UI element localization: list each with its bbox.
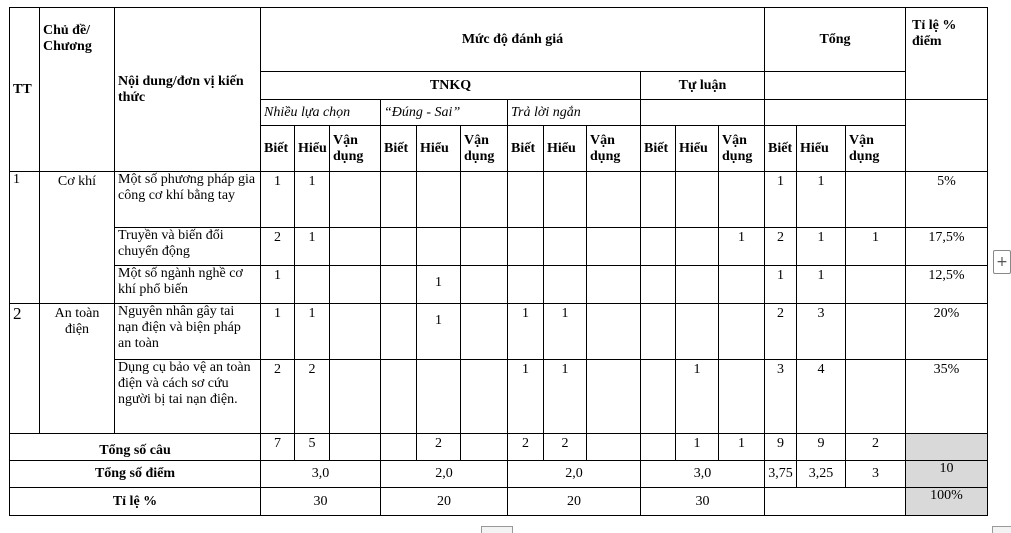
cell: 1	[417, 266, 461, 304]
cell	[719, 360, 765, 434]
col-ds-vandung: Vận dụng	[461, 126, 508, 172]
col-ds-hieu: Hiểu	[417, 126, 461, 172]
cell	[587, 266, 641, 304]
points-tln: 2,0	[508, 461, 641, 488]
cell: 9	[765, 434, 797, 461]
col-tl-vandung: Vận dụng	[719, 126, 765, 172]
cell	[641, 434, 676, 461]
ratio-total-blank	[765, 488, 906, 516]
cell	[544, 266, 587, 304]
cell	[676, 228, 719, 266]
points-biet: 3,75	[765, 461, 797, 488]
table-row	[10, 172, 988, 228]
cell: 1	[676, 360, 719, 434]
header-true-false: “Đúng - Sai”	[381, 100, 508, 126]
cell: 1	[797, 266, 846, 304]
cell	[381, 360, 417, 434]
cell	[381, 304, 417, 360]
ratio-tl: 30	[641, 488, 765, 516]
cell: 2	[544, 434, 587, 461]
col-total-biet: Biết	[765, 126, 797, 172]
cell: 1	[261, 304, 295, 360]
assessment-matrix-table	[9, 7, 988, 516]
cell: 3	[797, 304, 846, 360]
col-tl-biet: Biết	[641, 126, 676, 172]
row-content: Một số phương pháp gia công cơ khí bằng tay	[115, 172, 261, 228]
summary-label: Tỉ lệ %	[10, 488, 261, 516]
cell: 1	[719, 228, 765, 266]
col-total-vandung: Vận dụng	[846, 126, 906, 172]
cell: 1	[797, 228, 846, 266]
summary-row-ratio	[10, 488, 988, 516]
cell	[641, 266, 676, 304]
cell: 1	[544, 304, 587, 360]
header-tuluan: Tự luận	[641, 72, 765, 100]
cell	[587, 228, 641, 266]
col-total-hieu: Hiểu	[797, 126, 846, 172]
row-content: Truyền và biến đổi chuyển động	[115, 228, 261, 266]
cell	[719, 266, 765, 304]
table-row	[10, 360, 988, 434]
points-tl: 3,0	[641, 461, 765, 488]
cell	[381, 172, 417, 228]
cell	[719, 172, 765, 228]
cell	[676, 304, 719, 360]
cell: 2	[765, 304, 797, 360]
col-mc-vandung: Vận dụng	[330, 126, 381, 172]
header-total-blank-2	[765, 100, 906, 126]
cell	[676, 172, 719, 228]
cell	[641, 304, 676, 360]
table-row	[10, 304, 988, 360]
summary-label: Tổng số điểm	[10, 461, 261, 488]
col-mc-biet: Biết	[261, 126, 295, 172]
cell	[587, 304, 641, 360]
cell: 1	[676, 434, 719, 461]
cell: 2	[846, 434, 906, 461]
cell: 4	[797, 360, 846, 434]
cell: 1	[846, 228, 906, 266]
cell: 2	[261, 360, 295, 434]
summary-row-questions	[10, 434, 988, 461]
topic-number: 1	[10, 172, 40, 304]
summary-row-points	[10, 461, 988, 488]
ratio-mc: 30	[261, 488, 381, 516]
cell	[381, 228, 417, 266]
cell	[587, 172, 641, 228]
header-short-answer: Trả lời ngắn	[508, 100, 641, 126]
cell: 7	[261, 434, 295, 461]
col-ds-biet: Biết	[381, 126, 417, 172]
cell: 5	[295, 434, 330, 461]
header-ratio-blank	[906, 100, 988, 172]
cell	[508, 228, 544, 266]
cell	[461, 172, 508, 228]
cell	[330, 360, 381, 434]
cell: 1	[508, 304, 544, 360]
col-tln-vandung: Vận dụng	[587, 126, 641, 172]
cell	[508, 266, 544, 304]
cell: 2	[417, 434, 461, 461]
cell	[417, 228, 461, 266]
cell: 1	[508, 360, 544, 434]
cell: 1	[765, 172, 797, 228]
cell	[846, 360, 906, 434]
table-row	[10, 228, 988, 266]
cell	[461, 304, 508, 360]
summary-label: Tổng số câu	[10, 434, 261, 461]
topic-name: An toàn điện	[40, 304, 115, 434]
ratio-ds: 20	[381, 488, 508, 516]
header-essay-blank	[641, 100, 765, 126]
cell: 1	[295, 228, 330, 266]
cell	[846, 304, 906, 360]
header-total-blank	[765, 72, 906, 100]
cell: 1	[261, 266, 295, 304]
cell	[417, 172, 461, 228]
points-ratio: 10	[906, 461, 988, 488]
cell	[461, 266, 508, 304]
col-tln-biet: Biết	[508, 126, 544, 172]
cell	[641, 228, 676, 266]
cell-ratio-shaded	[906, 434, 988, 461]
cell	[587, 434, 641, 461]
topic-number: 2	[10, 304, 40, 434]
cell: 1	[719, 434, 765, 461]
header-content: Nội dung/đơn vị kiến thức	[115, 8, 261, 172]
cell-ratio: 12,5%	[906, 266, 988, 304]
points-hieu: 3,25	[797, 461, 846, 488]
cell	[461, 434, 508, 461]
ratio-tln: 20	[508, 488, 641, 516]
cell: 3	[765, 360, 797, 434]
cell	[544, 172, 587, 228]
cell-ratio: 17,5%	[906, 228, 988, 266]
header-tnkq: TNKQ	[261, 72, 641, 100]
header-topic: Chủ đề/ Chương	[40, 8, 115, 172]
cell	[544, 228, 587, 266]
cell	[295, 266, 330, 304]
topic-name: Cơ khí	[40, 172, 115, 304]
cell	[461, 360, 508, 434]
ratio-total: 100%	[906, 488, 988, 516]
cell	[587, 360, 641, 434]
row-content: Một số ngành nghề cơ khí phổ biến	[115, 266, 261, 304]
plus-icon[interactable]: +	[993, 250, 1011, 274]
cell	[461, 228, 508, 266]
header-multiple-choice: Nhiều lựa chọn	[261, 100, 381, 126]
cell: 1	[544, 360, 587, 434]
cell	[676, 266, 719, 304]
row-content: Dụng cụ bảo vệ an toàn điện và cách sơ cứu người bị tai nạn điện.	[115, 360, 261, 434]
cell: 2	[765, 228, 797, 266]
cell	[508, 172, 544, 228]
header-level: Mức độ đánh giá	[261, 8, 765, 72]
cell	[330, 172, 381, 228]
cell: 1	[295, 172, 330, 228]
cell-ratio: 35%	[906, 360, 988, 434]
row-content: Nguyên nhân gây tai nạn điện và biện pháp an toàn	[115, 304, 261, 360]
header-total: Tổng	[765, 8, 906, 72]
cell	[846, 172, 906, 228]
cell: 1	[765, 266, 797, 304]
cell-ratio: 5%	[906, 172, 988, 228]
cell	[641, 360, 676, 434]
points-vd: 3	[846, 461, 906, 488]
col-mc-hieu: Hiểu	[295, 126, 330, 172]
cell	[719, 304, 765, 360]
cell: 1	[261, 172, 295, 228]
header-ratio: Tỉ lệ % điểm	[906, 8, 988, 100]
table-row	[10, 266, 988, 304]
col-tl-hieu: Hiểu	[676, 126, 719, 172]
col-tln-hieu: Hiểu	[544, 126, 587, 172]
cell	[846, 266, 906, 304]
cell: 1	[295, 304, 330, 360]
points-ds: 2,0	[381, 461, 508, 488]
points-mc: 3,0	[261, 461, 381, 488]
cell	[641, 172, 676, 228]
cell	[381, 266, 417, 304]
cell	[417, 360, 461, 434]
cell: 2	[295, 360, 330, 434]
cell	[330, 266, 381, 304]
cell: 1	[417, 304, 461, 360]
cell: 2	[261, 228, 295, 266]
cell-ratio: 20%	[906, 304, 988, 360]
header-tt: TT	[10, 8, 40, 172]
cell	[381, 434, 417, 461]
cell	[330, 434, 381, 461]
cell: 9	[797, 434, 846, 461]
cell	[330, 228, 381, 266]
cell	[330, 304, 381, 360]
cell: 1	[797, 172, 846, 228]
cell: 2	[508, 434, 544, 461]
